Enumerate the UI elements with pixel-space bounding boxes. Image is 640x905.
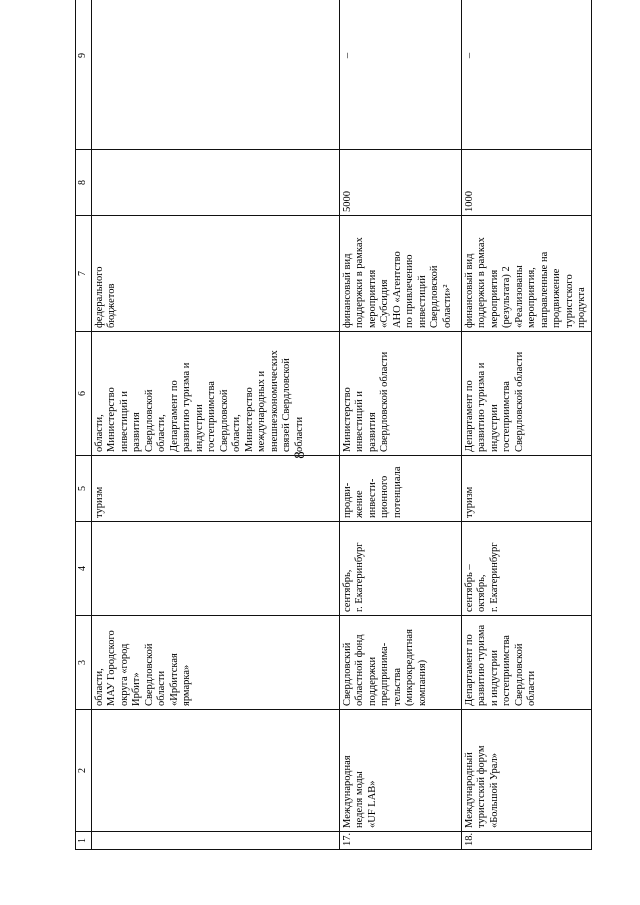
row-number: 18. bbox=[461, 832, 591, 850]
column-header: 9 bbox=[76, 0, 92, 150]
organizer: Департамент по развитию туризма и индустрии гостеприимства Свердловской области bbox=[461, 616, 591, 710]
amount: 1000 bbox=[461, 150, 591, 216]
direction: туризм bbox=[91, 456, 339, 522]
responsible: области, Министерство инвестиций и развития Свердловской области, Департамент по развитию туризма и индустрии гостеприимства Свердловской области, Министерство международных и внешнеэкономических связей Свердловской области bbox=[91, 332, 339, 456]
column-header: 5 bbox=[76, 456, 92, 522]
amount: 5000 bbox=[339, 150, 461, 216]
support-type: финансовый вид поддержки в рамках мероприятия «Субсидия АНО «Агентство по привлечению инвестиций Свердловской области»² bbox=[339, 216, 461, 332]
column-header: 3 bbox=[76, 616, 92, 710]
support-type: финансовый вид поддержки в рамках мероприятия (результата) 2 «Реализованы мероприятия, направленные на продвижение туристского продукта bbox=[461, 216, 591, 332]
organizer: области, МАУ Городского округа «город Ирбит» Свердловской области «Ирбитская ярмарка» bbox=[91, 616, 339, 710]
events-table bbox=[75, 0, 592, 850]
responsible: Министерство инвестиций и развития Свердловской области bbox=[339, 332, 461, 456]
organizer: Свердловский областной фонд поддержки предпринима- тельства (микрокредитная компания) bbox=[339, 616, 461, 710]
column-9-value: – bbox=[461, 0, 591, 150]
column-header: 1 bbox=[76, 832, 92, 850]
direction: туризм bbox=[461, 456, 591, 522]
column-header: 6 bbox=[76, 332, 92, 456]
amount bbox=[91, 150, 339, 216]
table-row bbox=[339, 0, 461, 850]
column-9-value bbox=[91, 0, 339, 150]
table-row bbox=[461, 0, 591, 850]
support-type: федерального бюджетов bbox=[91, 216, 339, 332]
dates-location: сентябрь – октябрь, г. Екатеринбург bbox=[461, 522, 591, 616]
dates-location: сентябрь, г. Екатеринбург bbox=[339, 522, 461, 616]
rotated-table-container bbox=[75, 52, 587, 850]
dates-location bbox=[91, 522, 339, 616]
event-name: Международная неделя моды «UF LAB» bbox=[339, 710, 461, 832]
responsible: Департамент по развитию туризма и индустрии гостеприимства Свердловской области bbox=[461, 332, 591, 456]
column-header: 2 bbox=[76, 710, 92, 832]
column-header: 4 bbox=[76, 522, 92, 616]
event-name: Международный туристский форум «Большой Урал» bbox=[461, 710, 591, 832]
page-number: 8 bbox=[292, 451, 308, 459]
column-header: 7 bbox=[76, 216, 92, 332]
event-name bbox=[91, 710, 339, 832]
header-row bbox=[76, 0, 92, 850]
column-9-value: – bbox=[339, 0, 461, 150]
table-row bbox=[91, 0, 339, 850]
row-number bbox=[91, 832, 339, 850]
column-header: 8 bbox=[76, 150, 92, 216]
row-number: 17. bbox=[339, 832, 461, 850]
direction: продви- жение инвести- ционного потенциала bbox=[339, 456, 461, 522]
